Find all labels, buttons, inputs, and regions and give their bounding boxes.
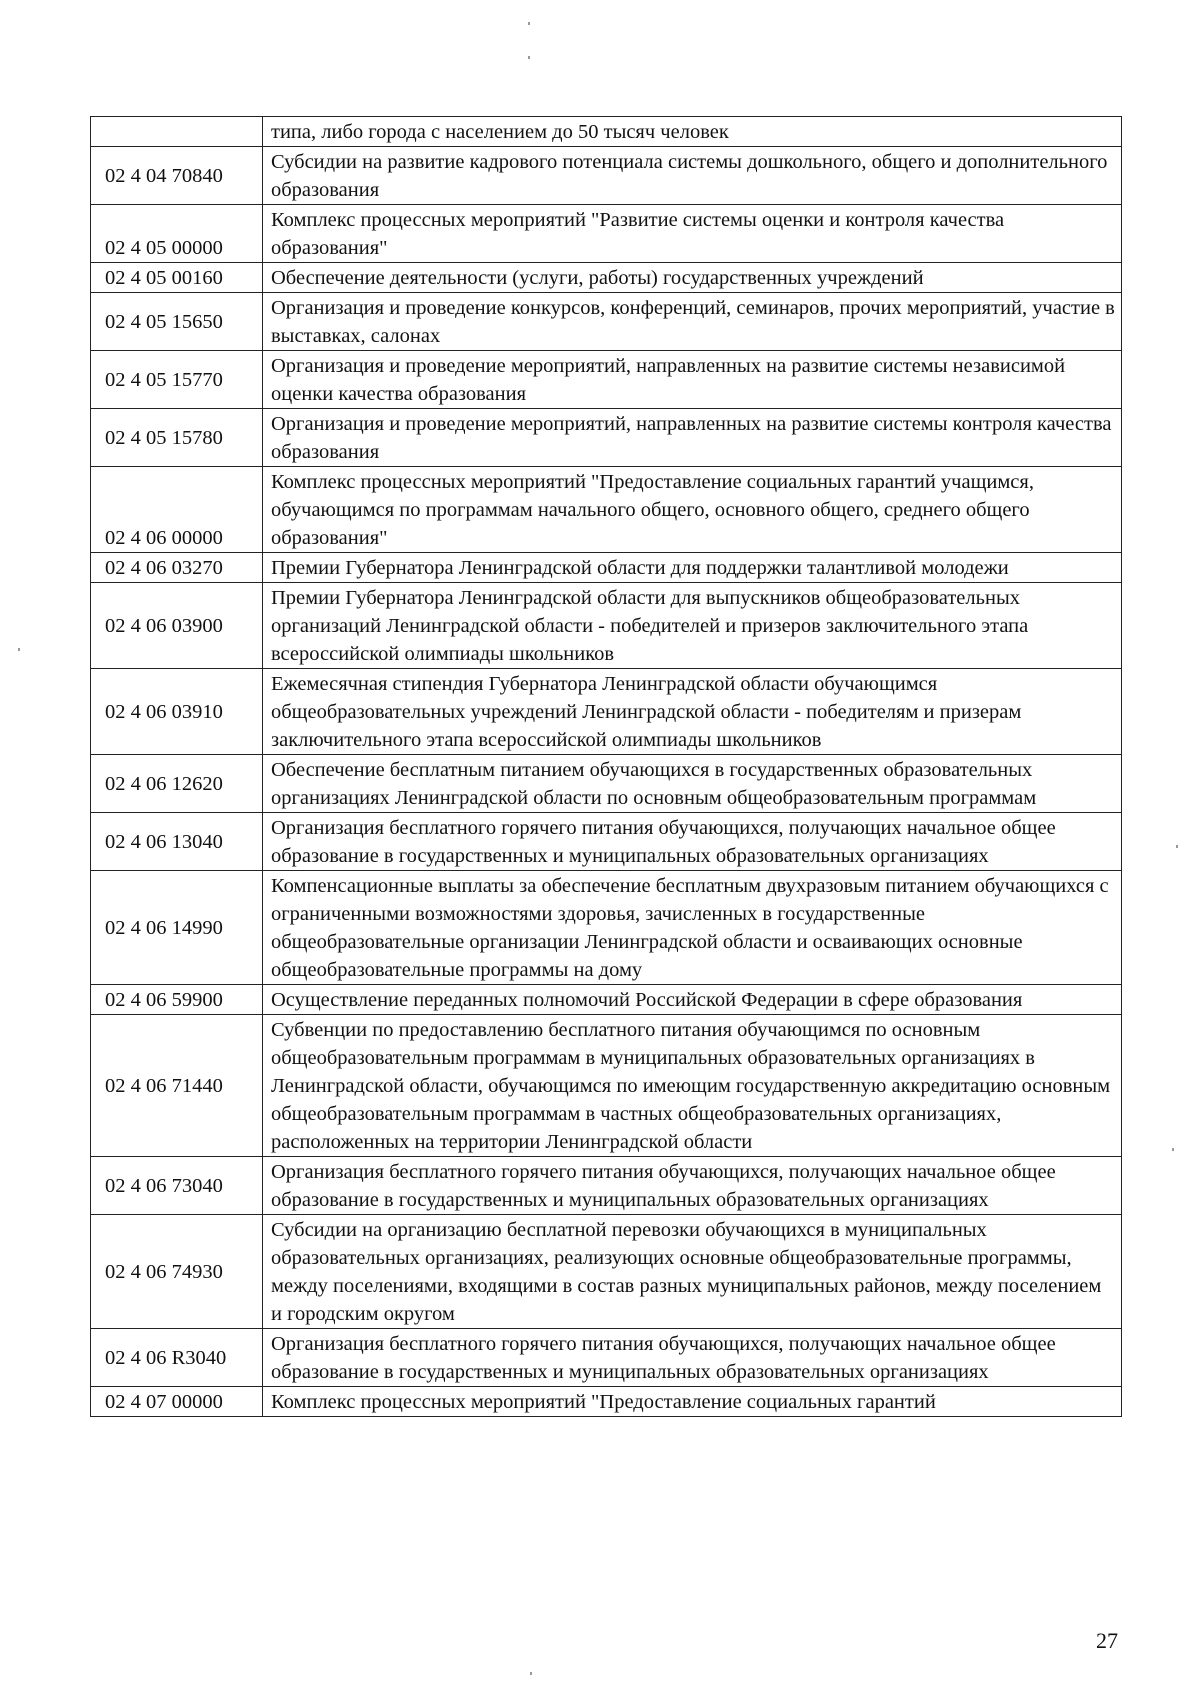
classification-code: 02 4 05 15770 [91,351,263,409]
table-row [91,409,1122,467]
expense-description: Осуществление переданных полномочий Российской Федерации в сфере образования [263,985,1122,1015]
classification-code: 02 4 06 03270 [91,553,263,583]
table-body [91,117,1122,1417]
table-row [91,351,1122,409]
expense-description: Обеспечение бесплатным питанием обучающихся в государственных образовательных организациях Ленинградской области по основным общеобразовательным программам [263,755,1122,813]
expense-description: Организация и проведение мероприятий, направленных на развитие системы контроля качества образования [263,409,1122,467]
expense-description: Организация и проведение мероприятий, направленных на развитие системы независимой оценки качества образования [263,351,1122,409]
scan-speck [528,22,530,25]
table-row [91,1015,1122,1157]
expense-description: Премии Губернатора Ленинградской области для выпускников общеобразовательных организаций Ленинградской области - победителей и призеров заключительного этапа всероссийской олимпиады школьников [263,583,1122,669]
table-row [91,813,1122,871]
table-row [91,1215,1122,1329]
expense-description: типа, либо города с населением до 50 тысяч человек [263,117,1122,147]
table-row [91,1157,1122,1215]
table-row [91,871,1122,985]
page-number: 27 [1096,1628,1118,1653]
classification-code: 02 4 06 03910 [91,669,263,755]
scan-speck [1176,845,1178,848]
classification-code: 02 4 06 12620 [91,755,263,813]
scan-speck [1172,1148,1174,1151]
table-row [91,1387,1122,1417]
classification-code: 02 4 06 R3040 [91,1329,263,1387]
classification-code: 02 4 05 00160 [91,263,263,293]
budget-classification-table [90,116,1122,1417]
table-row [91,583,1122,669]
expense-description: Ежемесячная стипендия Губернатора Ленинградской области обучающимся общеобразовательных учреждений Ленинградской области - победителям и призерам заключительного этапа всероссийской олимпиады школьников [263,669,1122,755]
table-row [91,293,1122,351]
expense-description: Организация и проведение конкурсов, конференций, семинаров, прочих мероприятий, участие в выставках, салонах [263,293,1122,351]
expense-description: Организация бесплатного горячего питания обучающихся, получающих начальное общее образование в государственных и муниципальных образовательных организациях [263,813,1122,871]
expense-description: Обеспечение деятельности (услуги, работы) государственных учреждений [263,263,1122,293]
table-row [91,205,1122,263]
expense-description: Премии Губернатора Ленинградской области для поддержки талантливой молодежи [263,553,1122,583]
classification-code: 02 4 06 73040 [91,1157,263,1215]
scan-speck [18,648,20,651]
expense-description: Компенсационные выплаты за обеспечение бесплатным двухразовым питанием обучающихся с ограниченными возможностями здоровья, зачисленных в государственные общеобразовательные организации Ленинградской области и осваивающих основные общеобразовательные программы на дому [263,871,1122,985]
classification-code: 02 4 06 13040 [91,813,263,871]
classification-code: 02 4 07 00000 [91,1387,263,1417]
classification-code: 02 4 06 14990 [91,871,263,985]
classification-code: 02 4 06 00000 [91,467,263,553]
classification-code: 02 4 05 00000 [91,205,263,263]
classification-code: 02 4 05 15780 [91,409,263,467]
expense-description: Комплекс процессных мероприятий "Предоставление социальных гарантий учащимся, обучающимся по программам начального общего, основного общего, среднего общего образования" [263,467,1122,553]
classification-code: 02 4 06 71440 [91,1015,263,1157]
scan-speck [530,1672,532,1675]
classification-code: 02 4 06 74930 [91,1215,263,1329]
expense-description: Комплекс процессных мероприятий "Предоставление социальных гарантий [263,1387,1122,1417]
expense-description: Организация бесплатного горячего питания обучающихся, получающих начальное общее образование в государственных и муниципальных образовательных организациях [263,1329,1122,1387]
classification-code: 02 4 06 03900 [91,583,263,669]
table-row [91,1329,1122,1387]
classification-code: 02 4 06 59900 [91,985,263,1015]
table-row [91,669,1122,755]
expense-description: Субвенции по предоставлению бесплатного питания обучающимся по основным общеобразовательным программам в муниципальных образовательных организациях в Ленинградской области, обучающимся по имеющим государственную аккредитацию основным общеобразовательным программам в частных общеобразовательных организациях, расположенных на территории Ленинградской области [263,1015,1122,1157]
expense-description: Субсидии на развитие кадрового потенциала системы дошкольного, общего и дополнительного образования [263,147,1122,205]
classification-code [91,117,263,147]
expense-description: Субсидии на организацию бесплатной перевозки обучающихся в муниципальных образовательных организациях, реализующих основные общеобразовательные программы, между поселениями, входящими в состав разных муниципальных районов, между поселением и городским округом [263,1215,1122,1329]
expense-description: Комплекс процессных мероприятий "Развитие системы оценки и контроля качества образования" [263,205,1122,263]
classification-code: 02 4 05 15650 [91,293,263,351]
table-row [91,147,1122,205]
table-row [91,553,1122,583]
table-row [91,985,1122,1015]
scan-speck [528,56,530,59]
table-row [91,117,1122,147]
table-row [91,755,1122,813]
table-row [91,467,1122,553]
expense-description: Организация бесплатного горячего питания обучающихся, получающих начальное общее образование в государственных и муниципальных образовательных организациях [263,1157,1122,1215]
table-row [91,263,1122,293]
classification-code: 02 4 04 70840 [91,147,263,205]
